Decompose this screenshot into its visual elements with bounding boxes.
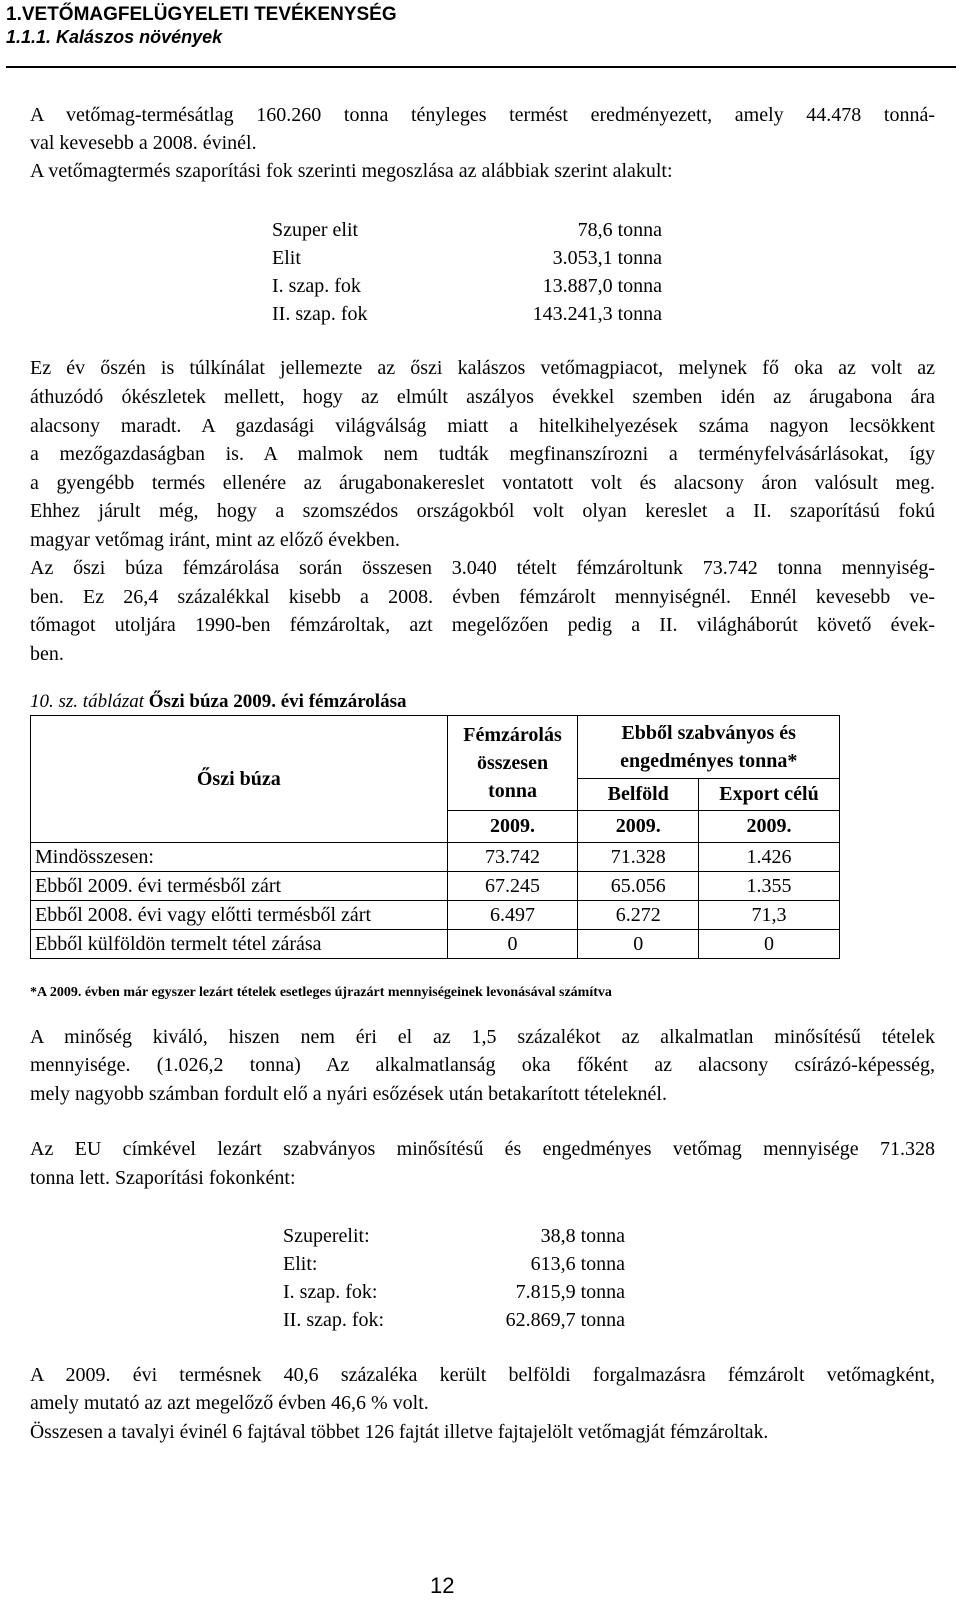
body-line: magyar vetőmag iránt, mint az előző években.: [30, 529, 400, 551]
row-domestic: 0: [578, 930, 699, 959]
body-line: a mezőgazdaságban is. A malmok nem tudták megfinanszírozni a terményfelvásárlásokat, így: [30, 443, 935, 465]
row-label: Mindösszesen:: [31, 843, 448, 872]
row-total: 73.742: [447, 843, 578, 872]
body-line: Ehhez járult még, hogy a szomszédos országokból volt olyan kereslet a II. szaporítású fokú: [30, 500, 935, 522]
body-line: ben.: [30, 643, 64, 665]
body-line: áthuzódó ókészletek mellett, hogy az elmúlt aszályos évekkel szemben idén az árugabona ára: [30, 386, 935, 408]
table-row: [31, 872, 840, 901]
row-total: 6.497: [447, 901, 578, 930]
chapter-title: 1.VETŐMAGFELÜGYELETI TEVÉKENYSÉG: [6, 4, 397, 25]
col-header-domestic: Belföld: [578, 778, 699, 810]
eu-distribution-value: 62.869,7 tonna: [505, 1309, 625, 1331]
distribution-value: 78,6 tonna: [577, 219, 662, 241]
closing-line-1: A 2009. évi termésnek 40,6 százaléka került belföldi forgalmazásra fémzárolt vetőmagként,: [30, 1364, 935, 1386]
table-row: [31, 930, 840, 959]
intro-line-2: val kevesebb a 2008. évinél.: [30, 132, 257, 154]
year-cell: 2009.: [578, 810, 699, 842]
body-line: Ez év őszén is túlkínálat jellemezte az őszi kalászos vetőmagpiacot, melynek fő oka az volt az: [30, 357, 935, 379]
eu-line-1: Az EU címkével lezárt szabványos minősítésű és engedményes vetőmag mennyisége 71.328: [30, 1138, 935, 1160]
distribution-row: [272, 272, 662, 300]
body-line: tőmagot utoljára 1990-ben fémzároltak, azt megelőzően pedig a II. világháborút követő évek-: [30, 614, 935, 636]
eu-distribution-value: 7.815,9 tonna: [515, 1281, 625, 1303]
row-domestic: 71.328: [578, 843, 699, 872]
row-total: 0: [447, 930, 578, 959]
body-line: ben. Ez 26,4 százalékkal kisebb a 2008. évben fémzárolt mennyiségnél. Ennél kevesebb ve-: [30, 586, 935, 608]
table-caption: [30, 691, 406, 713]
table-caption-title: Őszi búza 2009. évi fémzárolása: [148, 691, 407, 712]
row-export: 1.355: [699, 872, 840, 901]
eu-distribution-value: 38,8 tonna: [540, 1225, 625, 1247]
row-export: 1.426: [699, 843, 840, 872]
row-label: Ebből külföldön termelt tétel zárása: [31, 930, 448, 959]
eu-distribution-label: I. szap. fok:: [283, 1281, 378, 1303]
distribution-label: Elit: [272, 247, 301, 269]
page-number: 12: [430, 1573, 455, 1598]
col-header-label: Őszi búza: [31, 716, 448, 843]
distribution-label: I. szap. fok: [272, 275, 361, 297]
header-rule: [6, 66, 956, 68]
intro-line-3: A vetőmagtermés szaporítási fok szerinti megoszlása az alábbiak szerint alakult:: [30, 160, 673, 182]
eu-line-2: tonna lett. Szaporítási fokonként:: [30, 1167, 296, 1189]
wheat-table: [30, 715, 840, 959]
row-label: Ebből 2008. évi vagy előtti termésből zárt: [31, 901, 448, 930]
distribution-row: [272, 300, 662, 328]
row-domestic: 6.272: [578, 901, 699, 930]
year-cell: 2009.: [699, 810, 840, 842]
quality-line-3: mely nagyobb számban fordult elő a nyári esőzések után betakarított tételeknél.: [30, 1083, 667, 1105]
closing-line-3: Összesen a tavalyi évinél 6 fajtával többet 126 fajtát illetve fajtajelölt vetőmagját fémzároltak.: [30, 1422, 769, 1443]
body-line: alacsony maradt. A gazdasági világválság miatt a hitelkihelyezések száma nagyon lecsökkent: [30, 415, 935, 437]
distribution-value: 3.053,1 tonna: [552, 247, 662, 269]
distribution-row: [272, 244, 662, 272]
eu-distribution-label: Elit:: [283, 1253, 318, 1275]
quality-line-1: A minőség kiváló, hiszen nem éri el az 1,5 százalékot az alkalmatlan minősítésű tételek: [30, 1026, 935, 1048]
eu-distribution-row: [283, 1250, 625, 1278]
row-total: 67.245: [447, 872, 578, 901]
row-export: 0: [699, 930, 840, 959]
table-header-row: [31, 716, 840, 779]
distribution-value: 13.887,0 tonna: [542, 275, 662, 297]
closing-line-2: amely mutató az azt megelőző évben 46,6 % volt.: [30, 1392, 429, 1414]
eu-distribution-label: Szuperelit:: [283, 1225, 370, 1247]
table-row: [31, 901, 840, 930]
year-cell: 2009.: [447, 810, 578, 842]
table-footnote: *A 2009. évben már egyszer lezárt tételek esetleges újrazárt mennyiségeinek levonásával számítva: [30, 985, 612, 1000]
eu-distribution-row: [283, 1222, 625, 1250]
eu-distribution-label: II. szap. fok:: [283, 1309, 385, 1331]
quality-line-2: mennyisége. (1.026,2 tonna) Az alkalmatlanság oka főként az alacsony csírázó-képesség,: [30, 1054, 935, 1076]
row-export: 71,3: [699, 901, 840, 930]
row-domestic: 65.056: [578, 872, 699, 901]
intro-line-1: A vetőmag-termésátlag 160.260 tonna tényleges termést eredményezett, amely 44.478 tonná-: [30, 104, 935, 126]
eu-distribution-row: [283, 1306, 625, 1334]
eu-distribution-value: 613,6 tonna: [530, 1253, 625, 1275]
distribution-label: II. szap. fok: [272, 303, 368, 325]
col-header-total: Fémzárolás összesen tonna: [447, 716, 578, 811]
distribution-value: 143.241,3 tonna: [532, 303, 662, 325]
table-caption-number: 10. sz. táblázat: [30, 691, 145, 712]
eu-distribution-row: [283, 1278, 625, 1306]
body-line: Az őszi búza fémzárolása során összesen 3.040 tételt fémzároltunk 73.742 tonna mennyiség-: [30, 557, 935, 579]
col-header-group: Ebből szabványos és engedményes tonna*: [578, 716, 840, 779]
row-label: Ebből 2009. évi termésből zárt: [31, 872, 448, 901]
section-title: 1.1.1. Kalászos növények: [6, 27, 223, 47]
table-row: [31, 843, 840, 872]
body-line: a gyengébb termés ellenére az árugabonakereslet vontatott volt és alacsony áron valósult meg.: [30, 472, 935, 494]
col-header-export: Export célú: [699, 778, 840, 810]
distribution-label: Szuper elit: [272, 219, 359, 241]
distribution-row: [272, 216, 662, 244]
